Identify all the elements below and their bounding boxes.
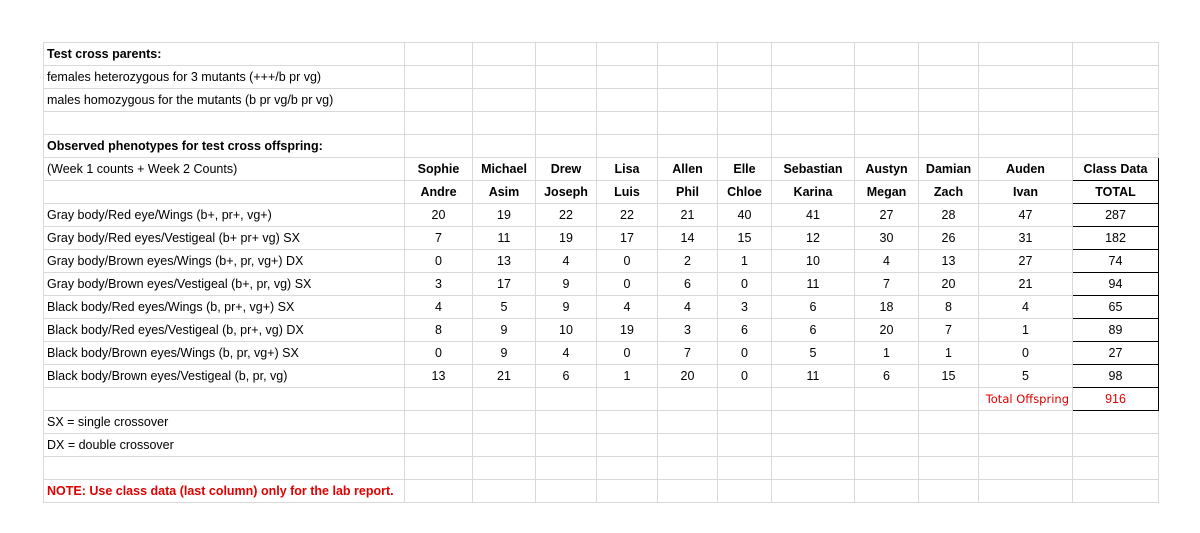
count-cell[interactable]: 12 [772, 227, 855, 250]
count-cell[interactable]: 0 [718, 342, 772, 365]
count-cell[interactable]: 18 [855, 296, 919, 319]
student-name[interactable]: Karina [772, 181, 855, 204]
phenotype-row [44, 365, 1159, 388]
phenotype-label[interactable]: Gray body/Brown eyes/Wings (b+, pr, vg+) DX [44, 250, 405, 273]
count-cell[interactable]: 17 [597, 227, 658, 250]
student-names-row-2 [44, 181, 1159, 204]
empty-cell[interactable] [718, 434, 772, 457]
empty-cell[interactable] [405, 43, 473, 66]
student-name[interactable]: Auden [979, 158, 1073, 181]
count-cell[interactable]: 11 [772, 365, 855, 388]
empty-cell[interactable] [473, 66, 536, 89]
student-name[interactable]: Sophie [405, 158, 473, 181]
empty-cell[interactable] [597, 434, 658, 457]
legend-sx-row-label[interactable]: SX = single crossover [44, 411, 405, 434]
legend-dx-row-label[interactable]: DX = double crossover [44, 434, 405, 457]
empty-cell[interactable] [536, 434, 597, 457]
phenotype-label[interactable]: Black body/Brown eyes/Wings (b, pr, vg+) SX [44, 342, 405, 365]
class-total-cell[interactable]: 287 [1073, 204, 1159, 227]
weeks-note[interactable]: (Week 1 counts + Week 2 Counts) [44, 158, 405, 181]
empty-cell[interactable] [772, 480, 855, 503]
student-name[interactable]: Asim [473, 181, 536, 204]
phenotype-row [44, 204, 1159, 227]
empty-cell[interactable] [658, 135, 718, 158]
empty-cell[interactable] [772, 135, 855, 158]
count-cell[interactable]: 21 [473, 365, 536, 388]
empty-cell[interactable] [597, 66, 658, 89]
blank-row [44, 112, 1159, 135]
count-cell[interactable]: 1 [597, 365, 658, 388]
count-cell[interactable]: 6 [855, 365, 919, 388]
empty-cell[interactable] [919, 43, 979, 66]
student-name[interactable]: Drew [536, 158, 597, 181]
class-total-cell[interactable]: 182 [1073, 227, 1159, 250]
empty-cell[interactable] [44, 181, 405, 204]
count-cell[interactable]: 15 [919, 365, 979, 388]
phenotype-label[interactable]: Black body/Red eyes/Vestigeal (b, pr+, vg) DX [44, 319, 405, 342]
empty-cell[interactable] [919, 388, 979, 411]
empty-cell[interactable] [536, 411, 597, 434]
empty-cell[interactable] [855, 89, 919, 112]
empty-cell[interactable] [855, 480, 919, 503]
empty-cell[interactable] [1073, 434, 1159, 457]
males-row-label[interactable]: males homozygous for the mutants (b pr vg/b pr vg) [44, 89, 405, 112]
empty-cell[interactable] [772, 89, 855, 112]
phenotype-label[interactable]: Black body/Brown eyes/Vestigeal (b, pr, vg) [44, 365, 405, 388]
empty-cell[interactable] [979, 457, 1073, 480]
empty-cell[interactable] [979, 66, 1073, 89]
total-offspring-label[interactable]: Total Offspring [979, 388, 1073, 411]
test-cross-parents-row-label[interactable]: Test cross parents: [44, 43, 405, 66]
empty-cell[interactable] [1073, 89, 1159, 112]
count-cell[interactable]: 28 [919, 204, 979, 227]
phenotype-row [44, 296, 1159, 319]
class-total-cell[interactable]: 74 [1073, 250, 1159, 273]
count-cell[interactable]: 4 [536, 250, 597, 273]
count-cell[interactable]: 9 [473, 319, 536, 342]
empty-cell[interactable] [919, 480, 979, 503]
empty-cell[interactable] [718, 457, 772, 480]
student-name[interactable]: Andre [405, 181, 473, 204]
phenotype-label[interactable]: Gray body/Brown eyes/Vestigeal (b+, pr, vg) SX [44, 273, 405, 296]
empty-cell[interactable] [536, 388, 597, 411]
empty-cell[interactable] [536, 66, 597, 89]
count-cell[interactable]: 7 [658, 342, 718, 365]
student-name[interactable]: Allen [658, 158, 718, 181]
count-cell[interactable]: 27 [855, 204, 919, 227]
count-cell[interactable]: 0 [718, 365, 772, 388]
student-name[interactable]: Michael [473, 158, 536, 181]
count-cell[interactable]: 20 [855, 319, 919, 342]
count-cell[interactable]: 6 [772, 296, 855, 319]
empty-cell[interactable] [473, 89, 536, 112]
empty-cell[interactable] [919, 457, 979, 480]
count-cell[interactable]: 27 [979, 250, 1073, 273]
class-total-cell[interactable]: 98 [1073, 365, 1159, 388]
empty-cell[interactable] [919, 135, 979, 158]
empty-cell[interactable] [658, 411, 718, 434]
count-cell[interactable]: 17 [473, 273, 536, 296]
empty-cell[interactable] [855, 112, 919, 135]
empty-cell[interactable] [405, 411, 473, 434]
empty-cell[interactable] [658, 388, 718, 411]
student-name[interactable]: Elle [718, 158, 772, 181]
empty-cell[interactable] [536, 43, 597, 66]
empty-cell[interactable] [473, 457, 536, 480]
empty-cell[interactable] [597, 112, 658, 135]
empty-cell[interactable] [536, 135, 597, 158]
count-cell[interactable]: 4 [855, 250, 919, 273]
empty-cell[interactable] [536, 112, 597, 135]
total-header[interactable]: TOTAL [1073, 181, 1159, 204]
count-cell[interactable]: 5 [772, 342, 855, 365]
count-cell[interactable]: 2 [658, 250, 718, 273]
empty-cell[interactable] [597, 388, 658, 411]
count-cell[interactable]: 10 [536, 319, 597, 342]
empty-cell[interactable] [1073, 457, 1159, 480]
student-name[interactable]: Luis [597, 181, 658, 204]
phenotype-label[interactable]: Gray body/Red eyes/Vestigeal (b+ pr+ vg) SX [44, 227, 405, 250]
empty-cell[interactable] [536, 89, 597, 112]
empty-cell[interactable] [473, 135, 536, 158]
student-name[interactable]: Sebastian [772, 158, 855, 181]
empty-cell[interactable] [536, 457, 597, 480]
count-cell[interactable]: 13 [919, 250, 979, 273]
empty-cell[interactable] [919, 434, 979, 457]
phenotype-row [44, 273, 1159, 296]
count-cell[interactable]: 0 [597, 342, 658, 365]
phenotype-label[interactable]: Gray body/Red eye/Wings (b+, pr+, vg+) [44, 204, 405, 227]
student-name[interactable]: Ivan [979, 181, 1073, 204]
empty-cell[interactable] [44, 457, 405, 480]
class-total-cell[interactable]: 89 [1073, 319, 1159, 342]
empty-cell[interactable] [44, 112, 405, 135]
empty-cell[interactable] [405, 388, 473, 411]
empty-cell[interactable] [405, 434, 473, 457]
count-cell[interactable]: 7 [855, 273, 919, 296]
empty-cell[interactable] [1073, 135, 1159, 158]
count-cell[interactable]: 4 [979, 296, 1073, 319]
count-cell[interactable]: 19 [536, 227, 597, 250]
class-data-header[interactable]: Class Data [1073, 158, 1159, 181]
observed-title-row [44, 135, 1159, 158]
count-cell[interactable]: 1 [855, 342, 919, 365]
student-name[interactable]: Zach [919, 181, 979, 204]
count-cell[interactable]: 22 [597, 204, 658, 227]
empty-cell[interactable] [855, 388, 919, 411]
count-cell[interactable]: 20 [919, 273, 979, 296]
count-cell[interactable]: 13 [405, 365, 473, 388]
empty-cell[interactable] [718, 388, 772, 411]
count-cell[interactable]: 3 [658, 319, 718, 342]
empty-cell[interactable] [979, 89, 1073, 112]
empty-cell[interactable] [855, 457, 919, 480]
count-cell[interactable]: 5 [979, 365, 1073, 388]
empty-cell[interactable] [855, 135, 919, 158]
empty-cell[interactable] [473, 43, 536, 66]
test-cross-parents-row [44, 43, 1159, 66]
count-cell[interactable]: 0 [405, 342, 473, 365]
empty-cell[interactable] [718, 135, 772, 158]
student-name[interactable]: Chloe [718, 181, 772, 204]
count-cell[interactable]: 40 [718, 204, 772, 227]
count-cell[interactable]: 4 [405, 296, 473, 319]
class-total-cell[interactable]: 27 [1073, 342, 1159, 365]
count-cell[interactable]: 0 [405, 250, 473, 273]
count-cell[interactable]: 6 [658, 273, 718, 296]
phenotype-row [44, 227, 1159, 250]
legend-dx-row [44, 434, 1159, 457]
count-cell[interactable]: 9 [473, 342, 536, 365]
empty-cell[interactable] [597, 43, 658, 66]
empty-cell[interactable] [536, 480, 597, 503]
empty-cell[interactable] [473, 480, 536, 503]
empty-cell[interactable] [658, 89, 718, 112]
empty-cell[interactable] [473, 411, 536, 434]
empty-cell[interactable] [405, 112, 473, 135]
phenotype-row [44, 319, 1159, 342]
count-cell[interactable]: 19 [597, 319, 658, 342]
empty-cell[interactable] [855, 434, 919, 457]
empty-cell[interactable] [855, 411, 919, 434]
count-cell[interactable]: 1 [718, 250, 772, 273]
empty-cell[interactable] [1073, 112, 1159, 135]
count-cell[interactable]: 21 [658, 204, 718, 227]
empty-cell[interactable] [658, 66, 718, 89]
count-cell[interactable]: 6 [536, 365, 597, 388]
empty-cell[interactable] [919, 411, 979, 434]
empty-cell[interactable] [718, 411, 772, 434]
empty-cell[interactable] [597, 135, 658, 158]
count-cell[interactable]: 4 [536, 342, 597, 365]
count-cell[interactable]: 9 [536, 296, 597, 319]
legend-sx-row [44, 411, 1159, 434]
count-cell[interactable]: 11 [772, 273, 855, 296]
phenotype-label[interactable]: Black body/Red eyes/Wings (b, pr+, vg+) SX [44, 296, 405, 319]
note-row-label[interactable]: NOTE: Use class data (last column) only for the lab report. [44, 480, 405, 503]
total-offspring-value[interactable]: 916 [1073, 388, 1159, 411]
empty-cell[interactable] [772, 411, 855, 434]
empty-cell[interactable] [658, 112, 718, 135]
empty-cell[interactable] [1073, 43, 1159, 66]
empty-cell[interactable] [718, 89, 772, 112]
empty-cell[interactable] [597, 411, 658, 434]
empty-cell[interactable] [855, 43, 919, 66]
count-cell[interactable]: 0 [597, 250, 658, 273]
total-offspring-row [44, 388, 1159, 411]
empty-cell[interactable] [772, 388, 855, 411]
count-cell[interactable]: 21 [979, 273, 1073, 296]
count-cell[interactable]: 0 [979, 342, 1073, 365]
empty-cell[interactable] [919, 66, 979, 89]
empty-cell[interactable] [979, 135, 1073, 158]
empty-cell[interactable] [405, 457, 473, 480]
empty-cell[interactable] [919, 112, 979, 135]
count-cell[interactable]: 6 [718, 319, 772, 342]
empty-cell[interactable] [919, 89, 979, 112]
count-cell[interactable]: 8 [405, 319, 473, 342]
count-cell[interactable]: 13 [473, 250, 536, 273]
empty-cell[interactable] [718, 112, 772, 135]
count-cell[interactable]: 7 [405, 227, 473, 250]
class-total-cell[interactable]: 65 [1073, 296, 1159, 319]
count-cell[interactable]: 6 [772, 319, 855, 342]
males-row [44, 89, 1159, 112]
class-total-cell[interactable]: 94 [1073, 273, 1159, 296]
count-cell[interactable]: 9 [536, 273, 597, 296]
count-cell[interactable]: 20 [405, 204, 473, 227]
empty-cell[interactable] [44, 388, 405, 411]
phenotype-row [44, 342, 1159, 365]
empty-cell[interactable] [473, 388, 536, 411]
empty-cell[interactable] [772, 457, 855, 480]
empty-cell[interactable] [658, 43, 718, 66]
count-cell[interactable]: 26 [919, 227, 979, 250]
student-names-row-1 [44, 158, 1159, 181]
count-cell[interactable]: 31 [979, 227, 1073, 250]
empty-cell[interactable] [718, 66, 772, 89]
empty-cell[interactable] [658, 434, 718, 457]
count-cell[interactable]: 20 [658, 365, 718, 388]
count-cell[interactable]: 41 [772, 204, 855, 227]
empty-cell[interactable] [979, 411, 1073, 434]
blank-row [44, 457, 1159, 480]
count-cell[interactable]: 11 [473, 227, 536, 250]
empty-cell[interactable] [1073, 480, 1159, 503]
empty-cell[interactable] [772, 112, 855, 135]
count-cell[interactable]: 7 [919, 319, 979, 342]
empty-cell[interactable] [405, 66, 473, 89]
count-cell[interactable]: 5 [473, 296, 536, 319]
count-cell[interactable]: 14 [658, 227, 718, 250]
count-cell[interactable]: 19 [473, 204, 536, 227]
empty-cell[interactable] [405, 135, 473, 158]
spreadsheet-grid [43, 42, 1159, 503]
observed-title-row-label[interactable]: Observed phenotypes for test cross offspring: [44, 135, 405, 158]
empty-cell[interactable] [855, 66, 919, 89]
empty-cell[interactable] [772, 434, 855, 457]
empty-cell[interactable] [597, 457, 658, 480]
empty-cell[interactable] [597, 89, 658, 112]
count-cell[interactable]: 3 [405, 273, 473, 296]
count-cell[interactable]: 0 [597, 273, 658, 296]
count-cell[interactable]: 30 [855, 227, 919, 250]
females-row [44, 66, 1159, 89]
empty-cell[interactable] [718, 43, 772, 66]
count-cell[interactable]: 47 [979, 204, 1073, 227]
student-name[interactable]: Joseph [536, 181, 597, 204]
phenotype-row [44, 250, 1159, 273]
empty-cell[interactable] [772, 43, 855, 66]
empty-cell[interactable] [658, 480, 718, 503]
empty-cell[interactable] [979, 112, 1073, 135]
empty-cell[interactable] [473, 434, 536, 457]
count-cell[interactable]: 3 [718, 296, 772, 319]
empty-cell[interactable] [1073, 411, 1159, 434]
note-row [44, 480, 1159, 503]
empty-cell[interactable] [405, 480, 473, 503]
empty-cell[interactable] [979, 480, 1073, 503]
count-cell[interactable]: 4 [658, 296, 718, 319]
student-name[interactable]: Lisa [597, 158, 658, 181]
empty-cell[interactable] [1073, 66, 1159, 89]
empty-cell[interactable] [979, 434, 1073, 457]
females-row-label[interactable]: females heterozygous for 3 mutants (+++/b pr vg) [44, 66, 405, 89]
empty-cell[interactable] [718, 480, 772, 503]
student-name[interactable]: Megan [855, 181, 919, 204]
count-cell[interactable]: 4 [597, 296, 658, 319]
count-cell[interactable]: 22 [536, 204, 597, 227]
empty-cell[interactable] [597, 480, 658, 503]
count-cell[interactable]: 0 [718, 273, 772, 296]
count-cell[interactable]: 1 [919, 342, 979, 365]
empty-cell[interactable] [658, 457, 718, 480]
student-name[interactable]: Damian [919, 158, 979, 181]
count-cell[interactable]: 10 [772, 250, 855, 273]
empty-cell[interactable] [772, 66, 855, 89]
empty-cell[interactable] [473, 112, 536, 135]
count-cell[interactable]: 8 [919, 296, 979, 319]
count-cell[interactable]: 15 [718, 227, 772, 250]
student-name[interactable]: Phil [658, 181, 718, 204]
empty-cell[interactable] [979, 43, 1073, 66]
student-name[interactable]: Austyn [855, 158, 919, 181]
empty-cell[interactable] [405, 89, 473, 112]
count-cell[interactable]: 1 [979, 319, 1073, 342]
